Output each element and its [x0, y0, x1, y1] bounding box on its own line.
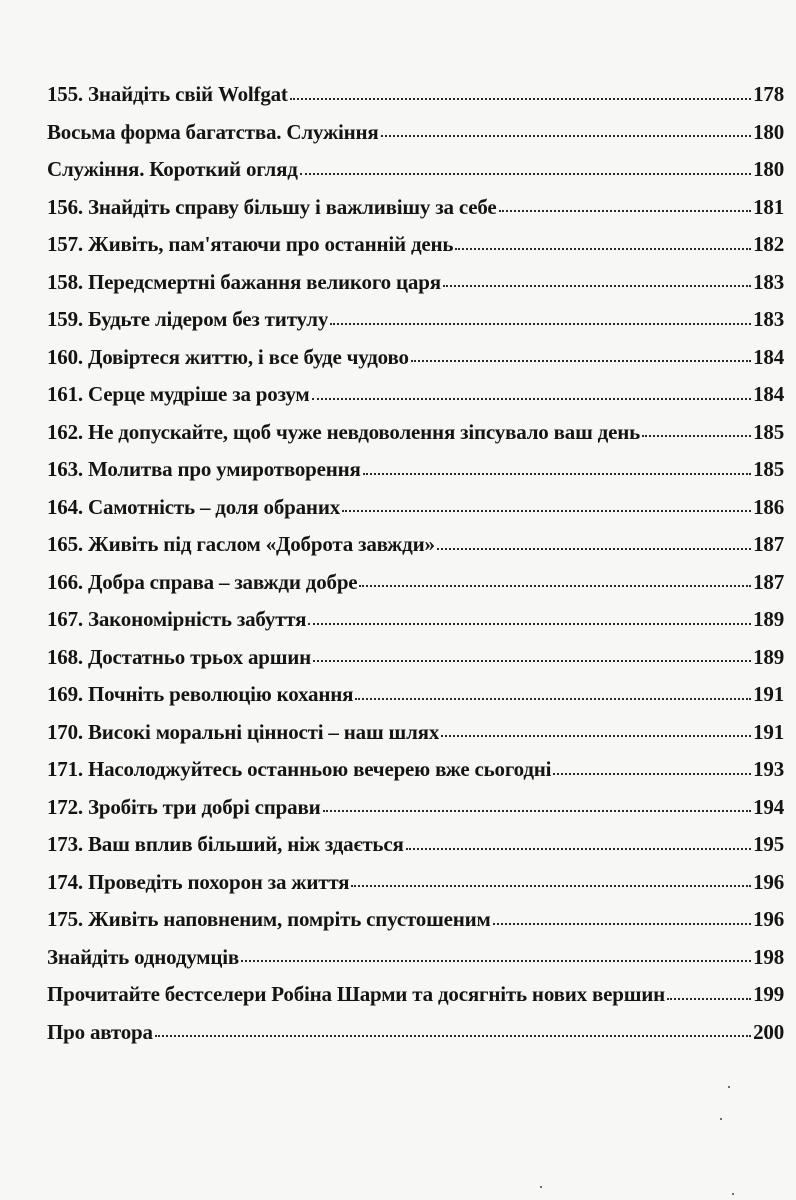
toc-entry-title: 160. Довіртеся життю, і все буде чудово	[47, 344, 409, 369]
toc-entry-page: 187	[753, 569, 784, 594]
toc-entry	[47, 526, 784, 564]
dot-leader	[312, 397, 752, 400]
toc-entry-title: Про автора	[47, 1019, 153, 1044]
toc-entry-page: 194	[753, 794, 784, 819]
toc-entry	[47, 976, 784, 1014]
toc-entry	[47, 676, 784, 714]
dot-leader	[290, 97, 751, 100]
toc-entry	[47, 76, 784, 114]
toc-entry-title: 165. Живіть під гаслом «Доброта завжди»	[47, 532, 435, 556]
toc-entry-title: Служіння. Короткий огляд	[47, 157, 298, 181]
dot-leader	[553, 772, 751, 775]
dot-leader	[330, 322, 751, 325]
toc-entry-title: 158. Передсмертні бажання великого царя	[47, 269, 441, 294]
toc-entry-title: 155. Знайдіть свій Wolfgat	[47, 82, 288, 106]
toc-entry-title: 163. Молитва про умиротворення	[47, 457, 361, 481]
toc-entry	[47, 451, 784, 489]
toc-entry-title: 159. Будьте лідером без титулу	[47, 307, 329, 331]
toc-entry-title: 175. Живіть наповненим, помріть спустошеним	[47, 907, 491, 931]
toc-entry	[47, 789, 784, 827]
scan-speck	[540, 1186, 542, 1188]
toc-entry-title: 169. Почніть революцію кохання	[47, 682, 354, 706]
dot-leader	[642, 434, 751, 437]
toc-entry-page: 184	[753, 382, 784, 406]
toc-entry-page: 183	[753, 269, 784, 294]
dot-leader	[359, 584, 751, 587]
toc-entry-page: 181	[753, 194, 784, 219]
dot-leader	[155, 1034, 751, 1037]
toc-entry	[47, 489, 784, 527]
scan-speck	[720, 1118, 722, 1120]
toc-entry-page: 184	[753, 344, 784, 369]
toc-entry-page: 185	[753, 419, 784, 444]
dot-leader	[493, 922, 751, 925]
toc-entry-title: Восьма форма багатства. Служіння	[47, 119, 379, 144]
toc-entry-page: 191	[753, 682, 784, 706]
toc-entry	[47, 864, 784, 902]
dot-leader	[323, 809, 752, 812]
dot-leader	[443, 284, 751, 287]
toc-entry-title: 167. Закономірність забуття	[47, 607, 307, 631]
toc-entry	[47, 751, 784, 789]
dot-leader	[241, 959, 751, 962]
toc-entry-page: 189	[753, 644, 784, 669]
toc-entry	[47, 226, 784, 264]
toc-entry-title: 161. Серце мудріше за розум	[47, 382, 310, 406]
toc-entry-page: 182	[753, 232, 784, 256]
toc-entry-title: 166. Добра справа – завжди добре	[47, 569, 358, 594]
scan-speck	[728, 1086, 730, 1088]
toc-entry-title: 173. Ваш вплив більший, ніж здається	[47, 832, 404, 856]
toc-entry	[47, 1014, 784, 1052]
toc-entry	[47, 601, 784, 639]
toc-entry-title: Прочитайте бестселери Робіна Шарми та досягніть нових вершин	[47, 982, 666, 1006]
toc-entry-title: 172. Зробіть три добрі справи	[47, 794, 321, 819]
toc-entry-title: 171. Насолоджуйтесь останньою вечерею вже сьогодні	[47, 757, 552, 781]
dot-leader	[411, 359, 751, 362]
toc-entry-page: 195	[753, 832, 784, 856]
toc-entry	[47, 301, 784, 339]
toc-entry-page: 191	[753, 719, 784, 744]
dot-leader	[406, 847, 751, 850]
toc-entry	[47, 264, 784, 302]
toc-entry-title: 157. Живіть, пам'ятаючи про останній день	[47, 232, 454, 256]
toc-entry-page: 183	[753, 307, 784, 331]
dot-leader	[381, 134, 752, 137]
toc-entry-page: 200	[753, 1019, 784, 1044]
toc-entry	[47, 826, 784, 864]
toc-entry	[47, 339, 784, 377]
toc-entry-title: 156. Знайдіть справу більшу і важливішу за себе	[47, 194, 497, 219]
toc-entry-title: Знайдіть однодумців	[47, 944, 240, 969]
toc-entry-page: 185	[753, 457, 784, 481]
toc-entry	[47, 114, 784, 152]
dot-leader	[363, 472, 751, 475]
scan-speck	[732, 1193, 734, 1195]
dot-leader	[313, 659, 751, 662]
dot-leader	[300, 172, 751, 175]
toc-entry-title: 170. Високі моральні цінності – наш шлях	[47, 719, 440, 744]
dot-leader	[351, 884, 751, 887]
toc-entry-title: 164. Самотність – доля обраних	[47, 494, 341, 519]
toc-entry-page: 189	[753, 607, 784, 631]
toc-entry-page: 196	[753, 907, 784, 931]
table-of-contents	[47, 76, 784, 1051]
dot-leader	[499, 209, 752, 212]
toc-entry-page: 199	[753, 982, 784, 1006]
toc-entry	[47, 714, 784, 752]
toc-entry-page: 178	[753, 82, 784, 106]
toc-entry	[47, 564, 784, 602]
toc-entry-page: 193	[753, 757, 784, 781]
toc-entry-page: 187	[753, 532, 784, 556]
dot-leader	[667, 997, 751, 1000]
toc-entry-page: 198	[753, 944, 784, 969]
toc-entry-title: 174. Проведіть похорон за життя	[47, 869, 350, 894]
toc-entry-page: 180	[753, 157, 784, 181]
dot-leader	[437, 547, 751, 550]
toc-entry-title: 168. Достатньо трьох аршин	[47, 644, 312, 669]
toc-entry	[47, 151, 784, 189]
dot-leader	[355, 697, 751, 700]
dot-leader	[441, 734, 751, 737]
toc-entry-title: 162. Не допускайте, щоб чуже невдоволення зіпсувало ваш день	[47, 419, 641, 444]
toc-entry	[47, 639, 784, 677]
dot-leader	[308, 622, 751, 625]
toc-entry	[47, 189, 784, 227]
toc-entry-page: 180	[753, 119, 784, 144]
toc-entry	[47, 939, 784, 977]
toc-entry	[47, 376, 784, 414]
dot-leader	[342, 509, 751, 512]
toc-entry-page: 186	[753, 494, 784, 519]
dot-leader	[455, 247, 751, 250]
toc-entry	[47, 414, 784, 452]
toc-entry-page: 196	[753, 869, 784, 894]
toc-entry	[47, 901, 784, 939]
